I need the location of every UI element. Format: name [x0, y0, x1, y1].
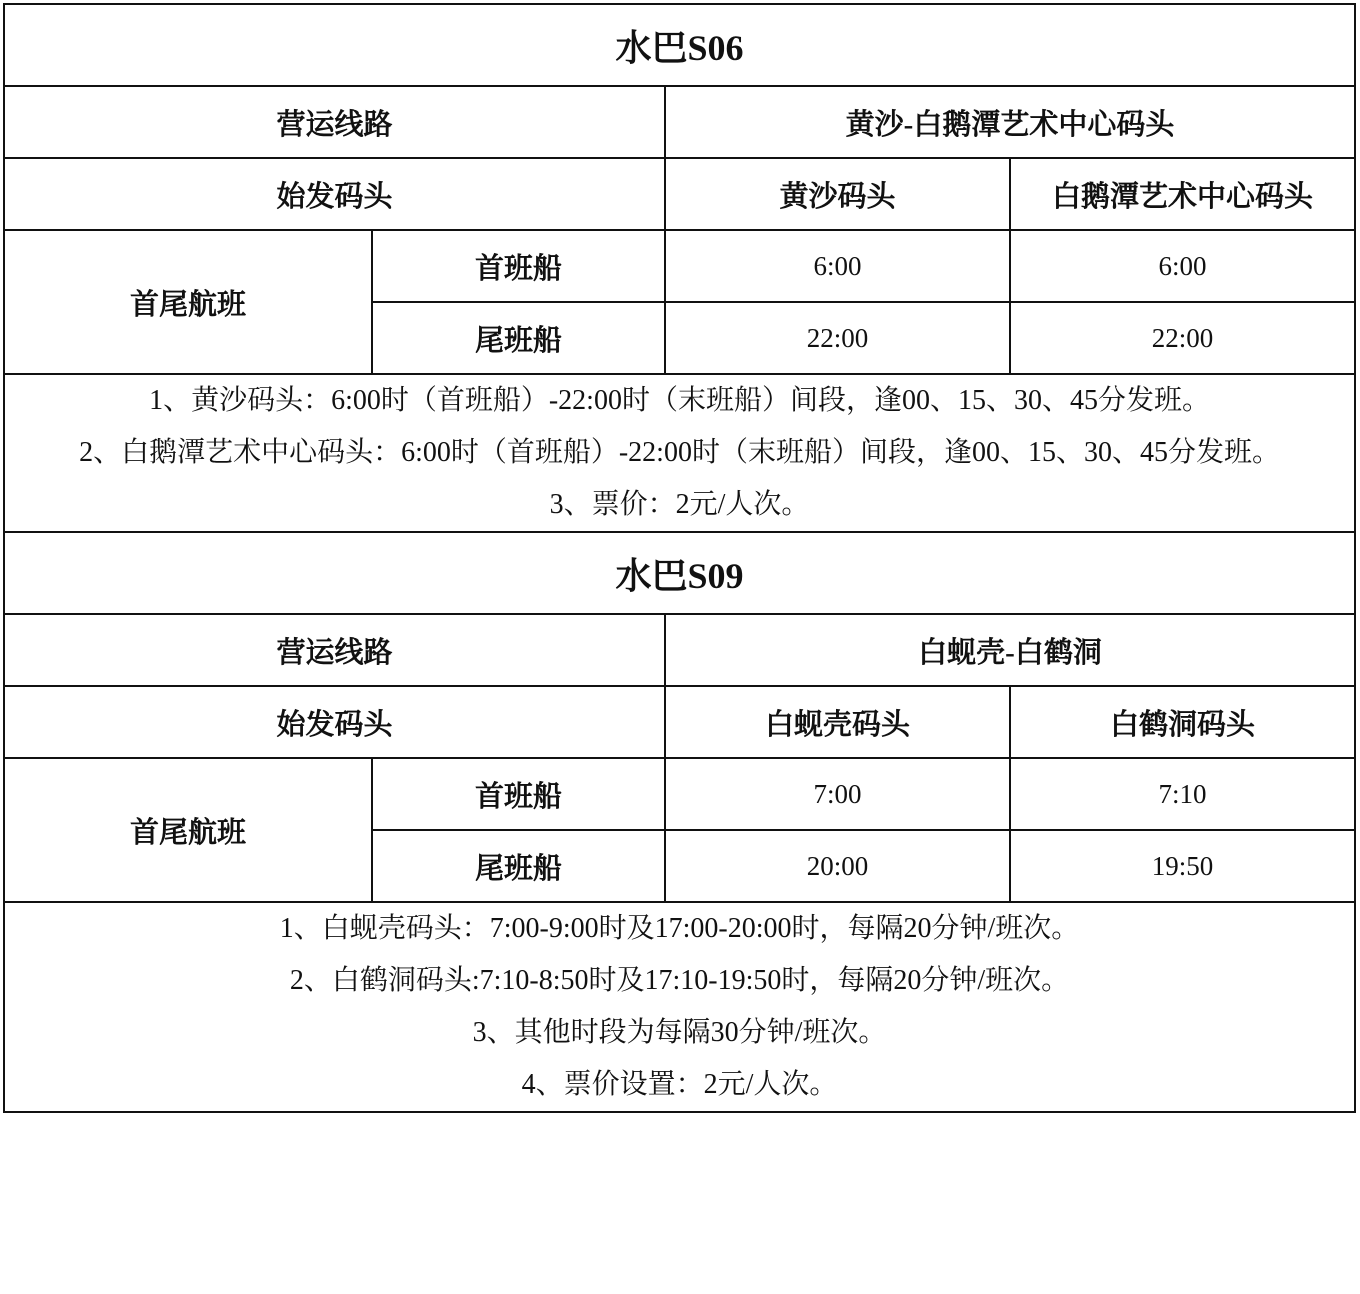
- s06-first-b: 6:00: [1010, 230, 1355, 302]
- s06-origin-label: 始发码头: [4, 158, 665, 230]
- s06-first-row: [4, 230, 1355, 302]
- s06-origin-b: 白鹅潭艺术中心码头: [1010, 158, 1355, 230]
- s06-note-2: 2、白鹅潭艺术中心码头：6:00时（首班船）-22:00时（末班船）间段，逢00、15、30、45分发班。: [79, 437, 1280, 468]
- s06-notes: [4, 374, 1355, 532]
- s09-origin-row: [4, 686, 1355, 758]
- s06-title: 水巴S06: [4, 4, 1355, 86]
- s09-note-3: 3、其他时段为每隔30分钟/班次。: [472, 1017, 887, 1048]
- s09-last-label: 尾班船: [372, 830, 665, 902]
- s09-origin-a: 白蚬壳码头: [665, 686, 1010, 758]
- s09-title-row: [4, 532, 1355, 614]
- s09-origin-b: 白鹤洞码头: [1010, 686, 1355, 758]
- s09-last-a: 20:00: [665, 830, 1010, 902]
- s09-note-2: 2、白鹤洞码头:7:10-8:50时及17:10-19:50时，每隔20分钟/班次。: [289, 965, 1070, 996]
- s09-origin-label: 始发码头: [4, 686, 665, 758]
- s09-route-label: 营运线路: [4, 614, 665, 686]
- s09-route-row: [4, 614, 1355, 686]
- s06-first-label: 首班船: [372, 230, 665, 302]
- s09-first-b: 7:10: [1010, 758, 1355, 830]
- s06-notes-row: [4, 374, 1355, 532]
- s09-first-a: 7:00: [665, 758, 1010, 830]
- s06-first-a: 6:00: [665, 230, 1010, 302]
- s06-route-value: 黄沙-白鹅潭艺术中心码头: [665, 86, 1355, 158]
- s06-last-b: 22:00: [1010, 302, 1355, 374]
- ferry-schedule-document: [3, 3, 1354, 1113]
- s06-note-1: 1、黄沙码头：6:00时（首班船）-22:00时（末班船）间段，逢00、15、30、45分发班。: [149, 385, 1210, 416]
- s06-origin-row: [4, 158, 1355, 230]
- s09-first-row: [4, 758, 1355, 830]
- s09-schedule-label: 首尾航班: [4, 758, 372, 902]
- s09-route-value: 白蚬壳-白鹤洞: [665, 614, 1355, 686]
- s09-last-b: 19:50: [1010, 830, 1355, 902]
- s06-origin-a: 黄沙码头: [665, 158, 1010, 230]
- s06-last-label: 尾班船: [372, 302, 665, 374]
- s06-route-row: [4, 86, 1355, 158]
- s09-note-1: 1、白蚬壳码头：7:00-9:00时及17:00-20:00时，每隔20分钟/班次。: [279, 913, 1080, 944]
- s09-title: 水巴S09: [4, 532, 1355, 614]
- s06-route-label: 营运线路: [4, 86, 665, 158]
- s06-last-a: 22:00: [665, 302, 1010, 374]
- s09-notes-row: [4, 902, 1355, 1112]
- s06-note-3: 3、票价：2元/人次。: [549, 489, 810, 520]
- ferry-schedule-table: [3, 3, 1356, 1113]
- s06-schedule-label: 首尾航班: [4, 230, 372, 374]
- s06-title-row: [4, 4, 1355, 86]
- s09-notes: [4, 902, 1355, 1112]
- s09-first-label: 首班船: [372, 758, 665, 830]
- s09-note-4: 4、票价设置：2元/人次。: [521, 1069, 838, 1100]
